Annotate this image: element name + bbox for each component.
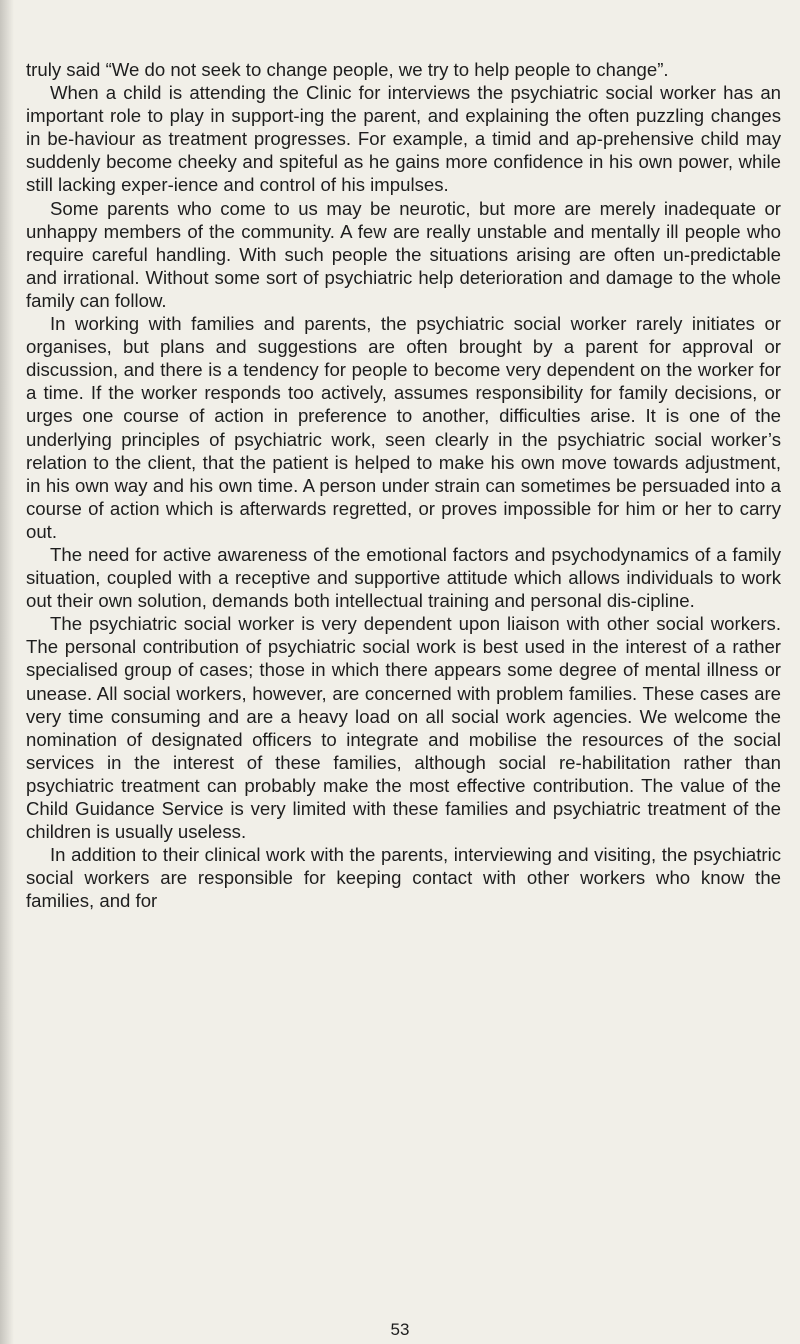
paragraph-clinical-work: In addition to their clinical work with the parents, interviewing and visiting, the psychiatric social workers are responsible for keeping contact with other workers who know the families, and for [26,844,781,912]
paragraph-liaison: The psychiatric social worker is very dependent upon liaison with other social workers. The personal contribution of psychiatric social work is best used in the interest of a rather specialised group of cases; those in which there appears some degree of mental illness or unease. All social workers, however, are concerned with problem families. These cases are very time consuming and are a heavy load on all social work agencies. We welcome the nomination of designated officers to integrate and mobilise the resources of the social services in the interest of these families, although social re-habilitation rather than psychiatric treatment can probably make the most effective contribution. The value of the Child Guidance Service is very limited with these families and psychiatric treatment of the children is usually useless. [26,613,781,843]
page-edge-shadow [0,0,14,1344]
paragraph-emotional-awareness: The need for active awareness of the emotional factors and psychodynamics of a family situation, coupled with a receptive and supportive attitude which allows individuals to work out their own solution, demands both intellectual training and personal dis-cipline. [26,543,781,612]
paragraph-working-with-families: In working with families and parents, the psychiatric social worker rarely initiates or organises, but plans and suggestions are often brought by a parent for approval or discussion, and there is a tendency for people to become very dependent on the worker for a time. If the worker responds too actively, assumes responsibility for family decisions, or urges one course of action in preference to another, difficulties arise. It is one of the underlying principles of psychiatric work, seen clearly in the psychiatric social worker’s relation to the client, that the patient is helped to make his own move towards adjustment, in his own way and his own time. A person under strain can sometimes be persuaded into a course of action which is afterwards regretted, or proves impossible for him or her to carry out. [26,313,781,542]
paragraph-types-of-parents: Some parents who come to us may be neurotic, but more are merely inadequate or unhappy members of the community. A few are really unstable and mentally ill people who require careful handling. With such people the situations arising are often un-predictable and irrational. Without some sort of psychiatric help deterioration and damage to the whole family can follow. [26,197,781,311]
body-text [26,58,781,912]
page-number: 53 [390,1320,410,1339]
paragraph-continuation: truly said “We do not seek to change people, we try to help people to change”. [26,59,669,80]
paragraph-role-with-parents: When a child is attending the Clinic for interviews the psychiatric social worker has an important role to play in support-ing the parent, and explaining the often puzzling changes in be-haviour as treatment progresses. For example, a timid and ap-prehensive child may suddenly become cheeky and spiteful as he gains more confidence in his own power, while still lacking exper-ience and control of his impulses. [26,82,781,196]
